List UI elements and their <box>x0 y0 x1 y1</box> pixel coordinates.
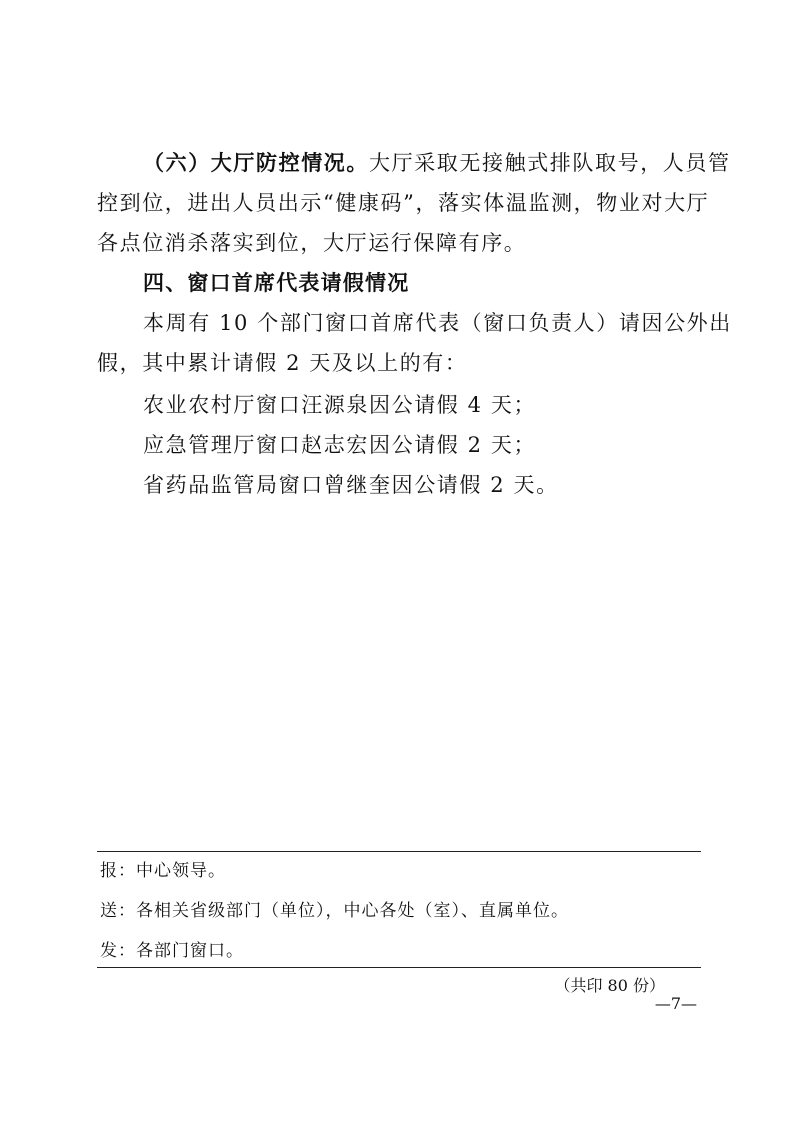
report-to: 报：中心领导。 <box>100 861 226 881</box>
copies-count: （共印 80 份） <box>554 976 665 995</box>
section-four-para-line-1: 本周有 10 个部门窗口首席代表（窗口负责人）请因公外出 <box>143 311 732 335</box>
top-rule <box>97 851 701 852</box>
bottom-rule <box>97 967 701 968</box>
section-six-line-1 <box>143 150 731 176</box>
issue-to: 发：各部门窗口。 <box>100 941 244 961</box>
section-six-line-2: 控到位，进出人员出示“健康码”，落实体温监测，物业对大厅 <box>97 191 710 215</box>
section-six-text: 大厅采取无接触式排队取号，人员管 <box>369 151 731 175</box>
page-number: —7— <box>654 994 697 1013</box>
leave-item: 农业农村厅窗口汪源泉因公请假 4 天； <box>143 393 537 417</box>
section-six-line-3: 各点位消杀落实到位，大厅运行保障有序。 <box>97 231 527 255</box>
send-to: 送：各相关省级部门（单位），中心各处（室）、直属单位。 <box>100 901 569 921</box>
leave-item: 应急管理厅窗口赵志宏因公请假 2 天； <box>143 433 537 457</box>
section-six-lead: （六）大厅防控情况。 <box>143 150 369 175</box>
section-four-para-line-2: 假，其中累计请假 2 天及以上的有： <box>97 351 468 375</box>
section-four-heading: 四、窗口首席代表请假情况 <box>143 271 410 295</box>
leave-item: 省药品监管局窗口曾继奎因公请假 2 天。 <box>143 473 559 497</box>
